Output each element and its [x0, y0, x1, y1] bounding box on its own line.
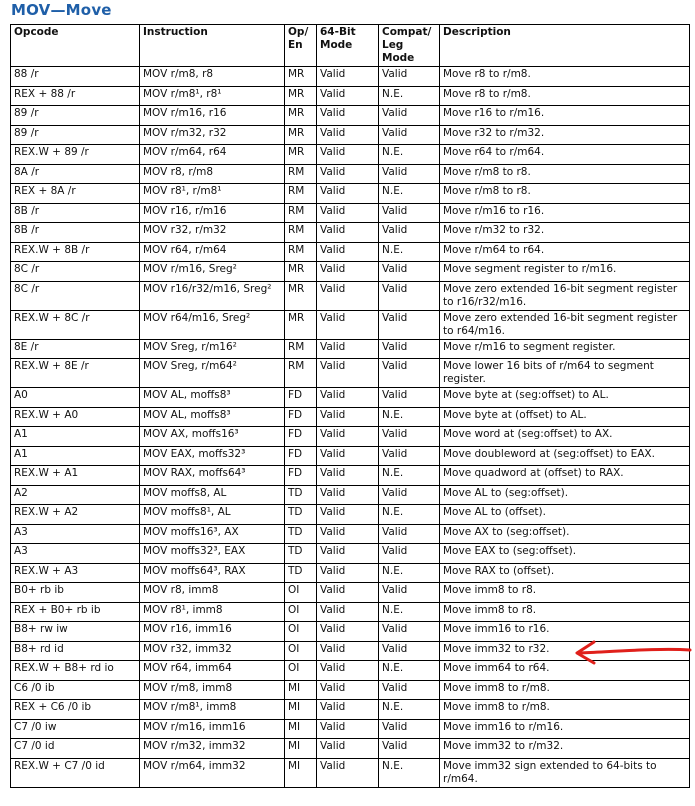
- cell-instruction: MOV r/m8¹, imm8: [140, 700, 285, 720]
- cell-op-en: FD: [285, 466, 317, 486]
- table-row: [11, 262, 690, 282]
- cell-compat-leg-mode: N.E.: [379, 700, 440, 720]
- cell-opcode: B8+ rw iw: [11, 622, 140, 642]
- cell-op-en: OI: [285, 661, 317, 681]
- cell-64bit-mode: Valid: [317, 427, 379, 447]
- cell-description: Move r/m16 to r16.: [440, 203, 690, 223]
- cell-opcode: REX.W + A0: [11, 407, 140, 427]
- cell-compat-leg-mode: N.E.: [379, 407, 440, 427]
- cell-64bit-mode: Valid: [317, 242, 379, 262]
- table-row: [11, 310, 690, 339]
- cell-instruction: MOV moffs32³, EAX: [140, 544, 285, 564]
- table-row: [11, 67, 690, 87]
- cell-opcode: 8A /r: [11, 164, 140, 184]
- cell-64bit-mode: Valid: [317, 563, 379, 583]
- table-header-row: [11, 25, 690, 67]
- cell-instruction: MOV r8¹, imm8: [140, 602, 285, 622]
- cell-op-en: TD: [285, 485, 317, 505]
- page-title: MOV—Move: [11, 1, 112, 19]
- cell-description: Move r32 to r/m32.: [440, 125, 690, 145]
- cell-compat-leg-mode: Valid: [379, 719, 440, 739]
- cell-instruction: MOV moffs8¹, AL: [140, 505, 285, 525]
- table-row: [11, 407, 690, 427]
- cell-description: Move r/m16 to segment register.: [440, 339, 690, 359]
- cell-instruction: MOV r/m8, r8: [140, 67, 285, 87]
- table-row: [11, 339, 690, 359]
- cell-compat-leg-mode: Valid: [379, 524, 440, 544]
- cell-description: Move imm64 to r64.: [440, 661, 690, 681]
- cell-compat-leg-mode: N.E.: [379, 758, 440, 787]
- cell-op-en: MI: [285, 700, 317, 720]
- cell-instruction: MOV AL, moffs8³: [140, 407, 285, 427]
- cell-description: Move imm8 to r8.: [440, 583, 690, 603]
- cell-description: Move lower 16 bits of r/m64 to segment register.: [440, 359, 690, 388]
- cell-opcode: 88 /r: [11, 67, 140, 87]
- cell-opcode: REX.W + 89 /r: [11, 145, 140, 165]
- cell-compat-leg-mode: Valid: [379, 359, 440, 388]
- header-op-en: Op/ En: [285, 25, 317, 67]
- table-row: [11, 466, 690, 486]
- cell-64bit-mode: Valid: [317, 86, 379, 106]
- table-row: [11, 145, 690, 165]
- cell-op-en: RM: [285, 203, 317, 223]
- table-row: [11, 485, 690, 505]
- table-row: [11, 602, 690, 622]
- cell-instruction: MOV r/m32, imm32: [140, 739, 285, 759]
- cell-64bit-mode: Valid: [317, 466, 379, 486]
- table-row: [11, 388, 690, 408]
- cell-opcode: 89 /r: [11, 125, 140, 145]
- table-row: [11, 719, 690, 739]
- cell-instruction: MOV moffs8, AL: [140, 485, 285, 505]
- cell-64bit-mode: Valid: [317, 700, 379, 720]
- cell-64bit-mode: Valid: [317, 524, 379, 544]
- cell-64bit-mode: Valid: [317, 602, 379, 622]
- table-row: [11, 446, 690, 466]
- cell-64bit-mode: Valid: [317, 485, 379, 505]
- cell-opcode: 8B /r: [11, 223, 140, 243]
- cell-opcode: B0+ rb ib: [11, 583, 140, 603]
- cell-op-en: MR: [285, 310, 317, 339]
- header-opcode: Opcode: [11, 25, 140, 67]
- cell-opcode: 89 /r: [11, 106, 140, 126]
- cell-instruction: MOV r/m16, imm16: [140, 719, 285, 739]
- cell-op-en: MR: [285, 86, 317, 106]
- header-64bit-mode: 64-Bit Mode: [317, 25, 379, 67]
- cell-opcode: REX + 88 /r: [11, 86, 140, 106]
- cell-compat-leg-mode: N.E.: [379, 86, 440, 106]
- cell-compat-leg-mode: N.E.: [379, 145, 440, 165]
- instruction-table: [10, 24, 690, 788]
- cell-opcode: REX.W + A3: [11, 563, 140, 583]
- cell-opcode: REX + C6 /0 ib: [11, 700, 140, 720]
- cell-opcode: REX.W + 8B /r: [11, 242, 140, 262]
- cell-instruction: MOV AL, moffs8³: [140, 388, 285, 408]
- cell-compat-leg-mode: N.E.: [379, 563, 440, 583]
- cell-instruction: MOV RAX, moffs64³: [140, 466, 285, 486]
- cell-instruction: MOV r/m8, imm8: [140, 680, 285, 700]
- cell-opcode: REX + B0+ rb ib: [11, 602, 140, 622]
- cell-description: Move r8 to r/m8.: [440, 86, 690, 106]
- cell-instruction: MOV r/m64, r64: [140, 145, 285, 165]
- table-row: [11, 739, 690, 759]
- cell-64bit-mode: Valid: [317, 661, 379, 681]
- cell-op-en: TD: [285, 524, 317, 544]
- cell-op-en: RM: [285, 359, 317, 388]
- cell-instruction: MOV moffs16³, AX: [140, 524, 285, 544]
- cell-64bit-mode: Valid: [317, 505, 379, 525]
- header-description: Description: [440, 25, 690, 67]
- cell-description: Move imm16 to r16.: [440, 622, 690, 642]
- cell-compat-leg-mode: Valid: [379, 339, 440, 359]
- cell-description: Move zero extended 16-bit segment register to r16/r32/m16.: [440, 281, 690, 310]
- cell-opcode: REX.W + C7 /0 id: [11, 758, 140, 787]
- cell-op-en: FD: [285, 446, 317, 466]
- cell-instruction: MOV r8, imm8: [140, 583, 285, 603]
- cell-instruction: MOV r64, r/m64: [140, 242, 285, 262]
- cell-opcode: REX + 8A /r: [11, 184, 140, 204]
- cell-64bit-mode: Valid: [317, 758, 379, 787]
- cell-64bit-mode: Valid: [317, 106, 379, 126]
- cell-op-en: MR: [285, 106, 317, 126]
- table-row: [11, 505, 690, 525]
- cell-compat-leg-mode: Valid: [379, 641, 440, 661]
- cell-op-en: MI: [285, 739, 317, 759]
- cell-compat-leg-mode: Valid: [379, 67, 440, 87]
- table-row: [11, 242, 690, 262]
- cell-instruction: MOV r32, imm32: [140, 641, 285, 661]
- table-row: [11, 203, 690, 223]
- cell-instruction: MOV r/m32, r32: [140, 125, 285, 145]
- cell-opcode: REX.W + 8C /r: [11, 310, 140, 339]
- cell-op-en: OI: [285, 622, 317, 642]
- cell-64bit-mode: Valid: [317, 739, 379, 759]
- cell-op-en: TD: [285, 563, 317, 583]
- cell-opcode: A1: [11, 446, 140, 466]
- cell-op-en: MR: [285, 262, 317, 282]
- cell-op-en: FD: [285, 427, 317, 447]
- cell-description: Move RAX to (offset).: [440, 563, 690, 583]
- cell-description: Move word at (seg:offset) to AX.: [440, 427, 690, 447]
- cell-description: Move imm8 to r/m8.: [440, 700, 690, 720]
- cell-op-en: OI: [285, 641, 317, 661]
- cell-description: Move r/m8 to r8.: [440, 184, 690, 204]
- cell-compat-leg-mode: N.E.: [379, 661, 440, 681]
- cell-64bit-mode: Valid: [317, 145, 379, 165]
- cell-description: Move AL to (offset).: [440, 505, 690, 525]
- cell-instruction: MOV r/m8¹, r8¹: [140, 86, 285, 106]
- cell-64bit-mode: Valid: [317, 641, 379, 661]
- header-instruction: Instruction: [140, 25, 285, 67]
- cell-compat-leg-mode: N.E.: [379, 242, 440, 262]
- table-row: [11, 125, 690, 145]
- cell-instruction: MOV Sreg, r/m64²: [140, 359, 285, 388]
- cell-64bit-mode: Valid: [317, 184, 379, 204]
- cell-compat-leg-mode: Valid: [379, 223, 440, 243]
- cell-op-en: MI: [285, 719, 317, 739]
- cell-instruction: MOV r16, imm16: [140, 622, 285, 642]
- cell-64bit-mode: Valid: [317, 164, 379, 184]
- cell-opcode: A0: [11, 388, 140, 408]
- red-arrow-icon: [572, 636, 692, 666]
- cell-opcode: REX.W + A2: [11, 505, 140, 525]
- cell-compat-leg-mode: Valid: [379, 203, 440, 223]
- cell-64bit-mode: Valid: [317, 262, 379, 282]
- cell-opcode: C6 /0 ib: [11, 680, 140, 700]
- cell-opcode: C7 /0 iw: [11, 719, 140, 739]
- cell-compat-leg-mode: Valid: [379, 388, 440, 408]
- cell-op-en: RM: [285, 223, 317, 243]
- cell-description: Move byte at (seg:offset) to AL.: [440, 388, 690, 408]
- cell-instruction: MOV r16, r/m16: [140, 203, 285, 223]
- cell-opcode: B8+ rd id: [11, 641, 140, 661]
- cell-op-en: RM: [285, 164, 317, 184]
- cell-compat-leg-mode: Valid: [379, 680, 440, 700]
- cell-description: Move imm8 to r/m8.: [440, 680, 690, 700]
- cell-64bit-mode: Valid: [317, 203, 379, 223]
- cell-compat-leg-mode: N.E.: [379, 184, 440, 204]
- cell-64bit-mode: Valid: [317, 719, 379, 739]
- cell-opcode: 8B /r: [11, 203, 140, 223]
- cell-64bit-mode: Valid: [317, 339, 379, 359]
- cell-64bit-mode: Valid: [317, 407, 379, 427]
- cell-description: Move quadword at (offset) to RAX.: [440, 466, 690, 486]
- cell-instruction: MOV Sreg, r/m16²: [140, 339, 285, 359]
- cell-description: Move AX to (seg:offset).: [440, 524, 690, 544]
- cell-64bit-mode: Valid: [317, 446, 379, 466]
- cell-opcode: A2: [11, 485, 140, 505]
- table-row: [11, 86, 690, 106]
- cell-op-en: MI: [285, 758, 317, 787]
- table-row: [11, 700, 690, 720]
- cell-description: Move EAX to (seg:offset).: [440, 544, 690, 564]
- cell-compat-leg-mode: Valid: [379, 544, 440, 564]
- cell-compat-leg-mode: Valid: [379, 739, 440, 759]
- cell-instruction: MOV EAX, moffs32³: [140, 446, 285, 466]
- table-row: [11, 583, 690, 603]
- cell-64bit-mode: Valid: [317, 67, 379, 87]
- cell-instruction: MOV AX, moffs16³: [140, 427, 285, 447]
- cell-description: Move AL to (seg:offset).: [440, 485, 690, 505]
- header-compat-leg-mode: Compat/ Leg Mode: [379, 25, 440, 67]
- table-row: [11, 184, 690, 204]
- cell-instruction: MOV r/m16, Sreg²: [140, 262, 285, 282]
- cell-compat-leg-mode: Valid: [379, 262, 440, 282]
- cell-64bit-mode: Valid: [317, 680, 379, 700]
- cell-compat-leg-mode: Valid: [379, 125, 440, 145]
- cell-instruction: MOV r16/r32/m16, Sreg²: [140, 281, 285, 310]
- cell-opcode: 8C /r: [11, 281, 140, 310]
- cell-description: Move byte at (offset) to AL.: [440, 407, 690, 427]
- cell-opcode: 8E /r: [11, 339, 140, 359]
- cell-instruction: MOV r64/m16, Sreg²: [140, 310, 285, 339]
- cell-description: Move imm32 to r/m32.: [440, 739, 690, 759]
- cell-op-en: TD: [285, 544, 317, 564]
- cell-compat-leg-mode: Valid: [379, 164, 440, 184]
- cell-compat-leg-mode: Valid: [379, 583, 440, 603]
- cell-compat-leg-mode: N.E.: [379, 602, 440, 622]
- cell-compat-leg-mode: N.E.: [379, 505, 440, 525]
- cell-instruction: MOV r8, r/m8: [140, 164, 285, 184]
- cell-description: Move imm32 to r32.: [440, 641, 690, 661]
- cell-64bit-mode: Valid: [317, 359, 379, 388]
- cell-64bit-mode: Valid: [317, 310, 379, 339]
- cell-op-en: TD: [285, 505, 317, 525]
- cell-opcode: A3: [11, 524, 140, 544]
- cell-instruction: MOV r/m16, r16: [140, 106, 285, 126]
- table-body: [11, 67, 690, 788]
- cell-description: Move imm32 sign extended to 64-bits to r/m64.: [440, 758, 690, 787]
- table-row: [11, 544, 690, 564]
- cell-op-en: MR: [285, 67, 317, 87]
- cell-op-en: MI: [285, 680, 317, 700]
- cell-op-en: RM: [285, 184, 317, 204]
- cell-description: Move r64 to r/m64.: [440, 145, 690, 165]
- table-row: [11, 563, 690, 583]
- cell-instruction: MOV r64, imm64: [140, 661, 285, 681]
- cell-compat-leg-mode: Valid: [379, 427, 440, 447]
- cell-description: Move doubleword at (seg:offset) to EAX.: [440, 446, 690, 466]
- table-row: [11, 427, 690, 447]
- cell-description: Move imm8 to r8.: [440, 602, 690, 622]
- cell-compat-leg-mode: Valid: [379, 446, 440, 466]
- cell-description: Move zero extended 16-bit segment register to r64/m16.: [440, 310, 690, 339]
- table-row: [11, 359, 690, 388]
- cell-64bit-mode: Valid: [317, 223, 379, 243]
- cell-description: Move r/m8 to r8.: [440, 164, 690, 184]
- cell-opcode: A1: [11, 427, 140, 447]
- table-row: [11, 164, 690, 184]
- table-row: [11, 281, 690, 310]
- cell-description: Move r/m64 to r64.: [440, 242, 690, 262]
- cell-op-en: MR: [285, 281, 317, 310]
- cell-opcode: C7 /0 id: [11, 739, 140, 759]
- cell-compat-leg-mode: Valid: [379, 310, 440, 339]
- cell-op-en: MR: [285, 125, 317, 145]
- cell-op-en: RM: [285, 242, 317, 262]
- cell-instruction: MOV moffs64³, RAX: [140, 563, 285, 583]
- cell-description: Move segment register to r/m16.: [440, 262, 690, 282]
- table-row: [11, 680, 690, 700]
- table-row: [11, 524, 690, 544]
- cell-op-en: FD: [285, 407, 317, 427]
- cell-op-en: OI: [285, 602, 317, 622]
- table-row: [11, 106, 690, 126]
- cell-instruction: MOV r32, r/m32: [140, 223, 285, 243]
- cell-compat-leg-mode: N.E.: [379, 466, 440, 486]
- cell-compat-leg-mode: Valid: [379, 281, 440, 310]
- cell-64bit-mode: Valid: [317, 544, 379, 564]
- cell-64bit-mode: Valid: [317, 622, 379, 642]
- cell-compat-leg-mode: Valid: [379, 485, 440, 505]
- cell-opcode: A3: [11, 544, 140, 564]
- cell-instruction: MOV r8¹, r/m8¹: [140, 184, 285, 204]
- cell-description: Move r16 to r/m16.: [440, 106, 690, 126]
- cell-64bit-mode: Valid: [317, 388, 379, 408]
- cell-description: Move r8 to r/m8.: [440, 67, 690, 87]
- cell-description: Move imm16 to r/m16.: [440, 719, 690, 739]
- table-row: [11, 223, 690, 243]
- cell-opcode: 8C /r: [11, 262, 140, 282]
- cell-description: Move r/m32 to r32.: [440, 223, 690, 243]
- cell-compat-leg-mode: Valid: [379, 622, 440, 642]
- cell-64bit-mode: Valid: [317, 281, 379, 310]
- cell-op-en: OI: [285, 583, 317, 603]
- cell-op-en: RM: [285, 339, 317, 359]
- cell-64bit-mode: Valid: [317, 125, 379, 145]
- cell-instruction: MOV r/m64, imm32: [140, 758, 285, 787]
- cell-op-en: FD: [285, 388, 317, 408]
- cell-compat-leg-mode: Valid: [379, 106, 440, 126]
- cell-opcode: REX.W + A1: [11, 466, 140, 486]
- table-row: [11, 758, 690, 787]
- cell-opcode: REX.W + B8+ rd io: [11, 661, 140, 681]
- cell-op-en: MR: [285, 145, 317, 165]
- cell-64bit-mode: Valid: [317, 583, 379, 603]
- cell-opcode: REX.W + 8E /r: [11, 359, 140, 388]
